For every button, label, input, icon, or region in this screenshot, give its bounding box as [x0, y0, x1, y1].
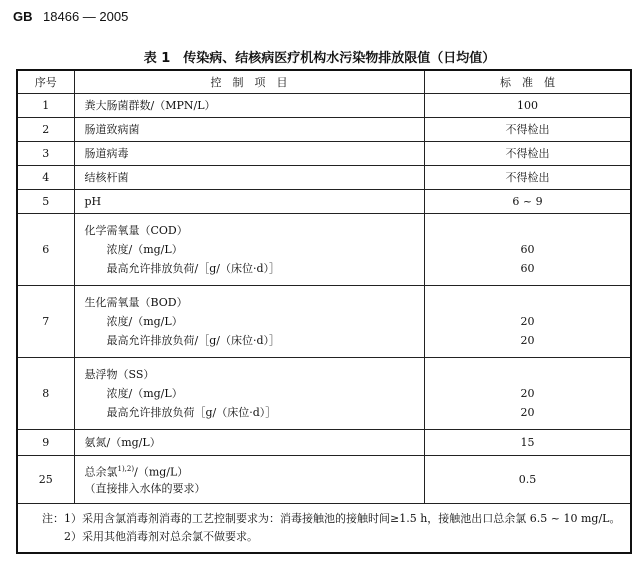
standard-code: GB — [13, 9, 33, 24]
row-item: 结核杆菌 — [74, 165, 424, 189]
row-subvalue: 20 — [520, 314, 535, 328]
row-no: 25 — [17, 455, 74, 503]
row-value: 不得检出 — [424, 165, 631, 189]
row-subitem: 最高允许排放负荷/［g/（床位·d）］ — [106, 261, 280, 275]
row-value: 6 ~ 9 — [424, 189, 631, 213]
notes-row — [17, 503, 631, 553]
table-row — [17, 213, 631, 285]
row-item — [74, 357, 424, 429]
row-no: 7 — [17, 285, 74, 357]
table-row — [17, 117, 631, 141]
header-no: 序号 — [17, 70, 74, 93]
row-no: 2 — [17, 117, 74, 141]
row-subvalue: 60 — [520, 242, 535, 256]
row-item-unit: /（mg/L） — [134, 465, 189, 479]
row-item-text: 总余氯 — [84, 465, 118, 479]
table-row — [17, 93, 631, 117]
row-value: 0.5 — [424, 455, 631, 503]
row-no: 8 — [17, 357, 74, 429]
row-subvalue: 20 — [520, 386, 535, 400]
header-value: 标 准 值 — [424, 70, 631, 93]
row-item-line2: （直接排入水体的要求） — [84, 482, 206, 495]
emission-limits-table — [16, 69, 632, 554]
row-subitem: 最高允许排放负荷/［g/（床位·d）］ — [106, 333, 280, 347]
row-no: 1 — [17, 93, 74, 117]
row-value — [424, 357, 631, 429]
row-subvalue: 20 — [520, 333, 535, 347]
row-no: 5 — [17, 189, 74, 213]
row-item: 粪大肠菌群数/（MPN/L） — [74, 93, 424, 117]
header-item — [74, 70, 424, 93]
row-no: 6 — [17, 213, 74, 285]
row-subitem: 浓度/（mg/L） — [106, 386, 183, 400]
row-item — [74, 213, 424, 285]
table-row — [17, 357, 631, 429]
note-2: 2）采用其他消毒剂对总余氯不做要求。 — [64, 529, 258, 543]
row-no: 3 — [17, 141, 74, 165]
row-value — [424, 213, 631, 285]
row-item: 肠道致病菌 — [74, 117, 424, 141]
row-item-main: 生化需氧量（BOD） — [84, 295, 188, 309]
row-value: 不得检出 — [424, 117, 631, 141]
row-item — [74, 285, 424, 357]
row-item: 肠道病毒 — [74, 141, 424, 165]
standard-header — [13, 9, 128, 25]
row-value: 15 — [424, 429, 631, 455]
table-row — [17, 455, 631, 503]
row-no: 4 — [17, 165, 74, 189]
table-row — [17, 165, 631, 189]
table-row — [17, 141, 631, 165]
row-no: 9 — [17, 429, 74, 455]
row-item — [74, 455, 424, 503]
note-1-text: 1）采用含氯消毒剂消毒的工艺控制要求为：消毒接触池的接触时间≥1.5 h，接触池出口总余氯 6.5 ~ 10 mg/L。 — [64, 511, 621, 525]
standard-number: 18466 — 2005 — [43, 9, 129, 24]
row-item-main: 化学需氧量（COD） — [84, 223, 188, 237]
table-row — [17, 285, 631, 357]
table-row — [17, 189, 631, 213]
row-subitem: 最高允许排放负荷［g/（床位·d）］ — [106, 405, 277, 419]
row-value — [424, 285, 631, 357]
row-value: 不得检出 — [424, 141, 631, 165]
notes-cell — [17, 503, 631, 553]
row-item: pH — [74, 189, 424, 213]
row-item: 氨氮/（mg/L） — [74, 429, 424, 455]
note-1 — [42, 510, 620, 528]
row-subvalue: 20 — [520, 405, 535, 419]
table-header-row — [17, 70, 631, 93]
table-row — [17, 429, 631, 455]
table-title: 表 1 传染病、结核病医疗机构水污染物排放限值（日均值） — [143, 51, 496, 66]
note-label: 注： — [42, 511, 64, 525]
row-subitem: 浓度/（mg/L） — [106, 314, 183, 328]
row-item-main — [85, 460, 424, 479]
footnote-ref: 1),2) — [117, 465, 135, 473]
header-item-label: 控 制 项 目 — [210, 75, 288, 89]
row-value: 100 — [424, 93, 631, 117]
row-subitem: 浓度/（mg/L） — [106, 242, 183, 256]
row-subvalue: 60 — [520, 261, 535, 275]
row-item-main: 悬浮物（SS） — [84, 367, 155, 381]
